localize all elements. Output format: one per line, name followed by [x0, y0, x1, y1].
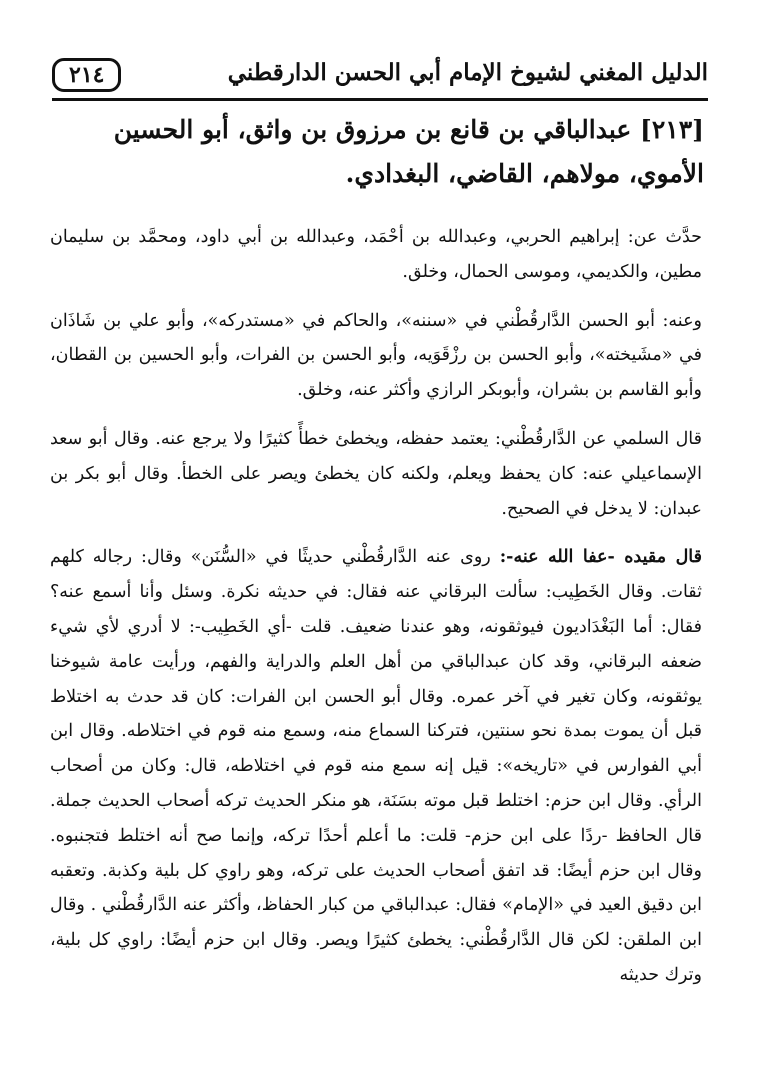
editor-note-text: روى عنه الدَّارقُطْني حديثًا في «السُّنَن» وقال: رجاله كلهم ثقات. وقال الخَطِيب: سألت البرقاني عنه فقال: في حديثه نكرة. وسئل وأنا أسمع عنه؟ فقال: أما البَغْدَاديون فيوثقونه، وهو عندنا ضعيف. قلت -أي الخَطِيب-: لا أدري لأي شيء ضعفه البرقاني، وقد كان عبدالباقي من أهل العلم والدراية والفهم، ورأيت عامة شيوخنا يوثقونه، وكان تغير في آخر عمره. وقال أبو الحسن ابن الفرات: كان قد حدث به اختلاط قبل أن يموت بمدة نحو سنتين، فتركنا السماع منه، وسمع منه قوم في اختلاطه. وقال ابن أبي الفوارس في «تاريخه»: قيل إنه سمع منه قوم في اختلاطه، قال: وكان من أصحاب الرأي. وقال ابن حزم: اختلط قبل موته بسَنَة، هو منكر الحديث تركه أصحاب الحديث جملة. قال الحافظ -ردًا على ابن حزم- قلت: ما أعلم أحدًا تركه، وإنما صح أنه اختلط فتجنبوه. وقال ابن حزم أيضًا: قد اتفق أصحاب الحديث على تركه، وهو راوي كل بلية وكذبة. وتعقبه ابن دقيق العيد في «الإمام» فقال: عبدالباقي من كبار الحفاظ، وأكثر عنه الدَّارقُطْني . وقال ابن الملقن: لكن قال الدَّارقُطْني: يخطئ كثيرًا ويصر. وقال ابن حزم أيضًا: راوي كل بلية، وترك حديثه: [50, 547, 702, 985]
paragraph-text: حدَّث عن: إبراهيم الحربي، وعبدالله بن أحْمَد، وعبدالله بن أبي داود، ومحمَّد بن سليمان مطين، والكديمي، وموسى الحمال، وخلق.: [50, 227, 702, 282]
page-header: [52, 52, 708, 101]
page-body: [50, 220, 702, 1007]
paragraph-teachers: [50, 220, 702, 290]
editor-note-lead: قال مقيده -عفا الله عنه-:: [499, 547, 702, 568]
paragraph-critics: [50, 422, 702, 526]
paragraph-editor-note: [50, 540, 702, 992]
page-number: ٢١٤: [52, 58, 121, 92]
running-title: الدليل المغني لشيوخ الإمام أبي الحسن الدارقطني: [227, 59, 708, 86]
paragraph-text: قال السلمي عن الدَّارقُطْني: يعتمد حفظه، ويخطئ خطأً كثيرًا ولا يرجع عنه. وقال أبو سعد الإسماعيلي عنه: كان يحفظ ويعلم، ولكنه كان يخطئ ويصر على الخطأ. وقال أبو بكر بن عبدان: لا يدخل في الصحيح.: [50, 428, 702, 519]
paragraph-students: [50, 304, 702, 408]
paragraph-text: [50, 540, 702, 992]
paragraph-text: وعنه: أبو الحسن الدَّارقُطْني في «سننه»، والحاكم في «مستدركه»، وأبو علي بن شَاذَان في «مشَيخته»، وأبو الحسن بن رزْقَوَيه، وأبو الحسن بن الفرات، وأبو الحسين بن القطان، وأبو القاسم بن بشران، وأبوبكر الرازي وأكثر عنه، وخلق.: [50, 310, 702, 401]
entry-title: [٢١٣] عبدالباقي بن قانع بن مرزوق بن واثق، أبو الحسين الأموي، مولاهم، القاضي، البغدادي.: [113, 115, 704, 188]
